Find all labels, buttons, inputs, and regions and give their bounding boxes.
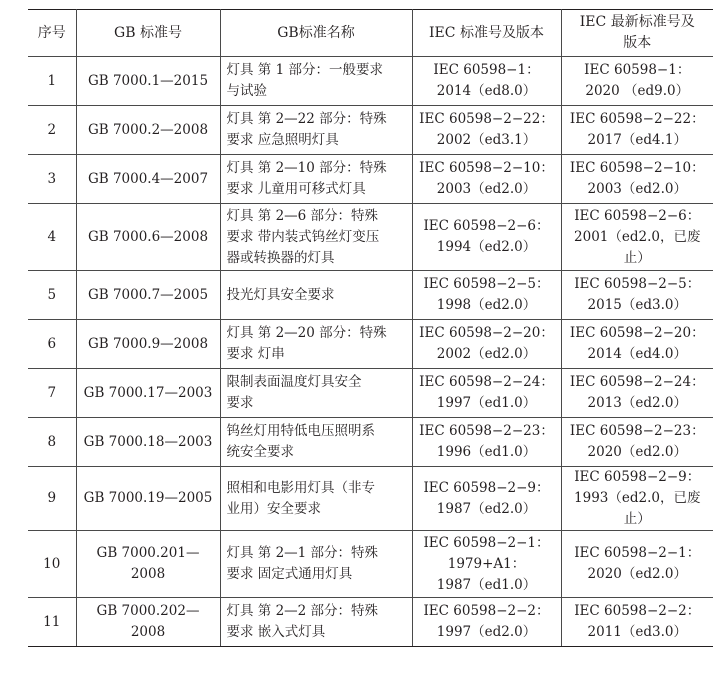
- iec-latest-line: 1993（ed2.0，已废止）: [574, 490, 701, 527]
- iec-number-line: IEC 60598−2−23：: [419, 423, 554, 439]
- gb-name-line: 与试验: [226, 83, 267, 99]
- cell-no: 7: [28, 369, 76, 418]
- cell-iec-number: [412, 598, 561, 647]
- cell-gb-number: GB 7000.2—2008: [76, 106, 220, 155]
- iec-latest-line: IEC 60598−2−2：: [574, 603, 701, 619]
- table-row: [28, 320, 713, 369]
- cell-no: 2: [28, 106, 76, 155]
- iec-latest-line: IEC 60598−1：: [584, 62, 691, 78]
- cell-iec-number: [412, 320, 561, 369]
- iec-number-line: IEC 60598−2−22：: [419, 111, 554, 127]
- cell-gb-number: GB 7000.4—2007: [76, 155, 220, 204]
- cell-gb-name: [220, 271, 412, 320]
- iec-number-line: IEC 60598−2−5：: [423, 276, 550, 292]
- cell-iec-number: [412, 204, 561, 271]
- iec-number-line: 2002（ed2.0）: [436, 346, 537, 362]
- iec-number-line: 1987（ed2.0）: [436, 500, 537, 517]
- iec-number-line: IEC 60598−2−2：: [423, 603, 550, 619]
- cell-iec-number: [412, 155, 561, 204]
- iec-latest-line: 2014（ed4.0）: [587, 346, 687, 362]
- cell-no: 9: [28, 467, 76, 531]
- iec-number-line: 1994（ed2.0）: [436, 239, 537, 255]
- gb-name-line: 灯具 第 2—10 部分：特殊: [226, 160, 387, 176]
- gb-name-line: 统安全要求: [226, 444, 294, 460]
- gb-name-line: 灯具 第 2—1 部分：特殊: [226, 545, 379, 561]
- cell-gb-name: [220, 467, 412, 531]
- cell-iec-latest: [561, 467, 713, 531]
- cell-iec-latest: [561, 106, 713, 155]
- iec-latest-line: 2001（ed2.0，已废止）: [574, 228, 701, 266]
- iec-latest-line: 2003（ed2.0）: [587, 181, 687, 197]
- iec-latest-line: 2011（ed3.0）: [587, 624, 687, 640]
- iec-number-line: 1979+A1：: [447, 555, 526, 572]
- iec-latest-line: IEC 60598−2−6：: [574, 207, 701, 224]
- cell-iec-latest: [561, 531, 713, 598]
- cell-iec-number: [412, 57, 561, 106]
- iec-number-line: 1987（ed1.0）: [436, 576, 537, 593]
- cell-iec-latest: [561, 271, 713, 320]
- cell-iec-latest: [561, 320, 713, 369]
- iec-number-line: IEC 60598−2−6：: [423, 218, 550, 234]
- header-row: [28, 10, 713, 57]
- table-row: [28, 598, 713, 647]
- cell-no: 4: [28, 204, 76, 271]
- iec-number-line: IEC 60598−2−1：: [423, 534, 550, 551]
- iec-number-line: 2002（ed3.1）: [436, 132, 537, 148]
- cell-gb-number: GB 7000.202—2008: [76, 598, 220, 647]
- cell-gb-name: [220, 369, 412, 418]
- gb-name-line: 灯具 第 2—20 部分：特殊: [226, 325, 387, 341]
- gb-name-line: 器或转换器的灯具: [226, 249, 335, 266]
- gb-name-line: 业用）安全要求: [226, 500, 321, 517]
- iec-latest-line: IEC 60598−2−1：: [574, 545, 701, 561]
- cell-iec-latest: [561, 598, 713, 647]
- gb-name-line: 照相和电影用灯具（非专: [226, 479, 375, 496]
- iec-latest-line: 2020 （ed9.0）: [585, 83, 690, 99]
- cell-gb-name: [220, 155, 412, 204]
- cell-gb-name: [220, 598, 412, 647]
- cell-gb-name: [220, 320, 412, 369]
- iec-number-line: IEC 60598−1：: [433, 62, 540, 78]
- iec-latest-line: 2017（ed4.1）: [587, 132, 687, 148]
- cell-iec-latest: [561, 204, 713, 271]
- iec-number-line: IEC 60598−2−9：: [423, 479, 550, 496]
- cell-no: 3: [28, 155, 76, 204]
- iec-number-line: IEC 60598−2−20：: [419, 325, 554, 341]
- gb-name-line: 灯具 第 1 部分：一般要求: [226, 62, 383, 78]
- iec-latest-line: 2015（ed3.0）: [587, 297, 687, 313]
- table-row: [28, 271, 713, 320]
- cell-iec-number: [412, 467, 561, 531]
- cell-iec-latest: [561, 369, 713, 418]
- table-row: [28, 531, 713, 598]
- header-no: 序号: [28, 10, 76, 57]
- iec-number-line: IEC 60598−2−24：: [419, 374, 554, 390]
- iec-number-line: 1997（ed1.0）: [436, 395, 537, 411]
- cell-gb-number: GB 7000.7—2005: [76, 271, 220, 320]
- table-row: [28, 418, 713, 467]
- cell-gb-name: [220, 57, 412, 106]
- iec-latest-line: 2020（ed2.0）: [587, 566, 687, 582]
- cell-gb-number: GB 7000.1—2015: [76, 57, 220, 106]
- cell-iec-number: [412, 271, 561, 320]
- cell-gb-name: [220, 531, 412, 598]
- gb-name-line: 要求 固定式通用灯具: [226, 566, 353, 582]
- cell-iec-number: [412, 531, 561, 598]
- cell-iec-latest: [561, 418, 713, 467]
- cell-no: 1: [28, 57, 76, 106]
- header-gb-name: GB标准名称: [220, 10, 412, 57]
- gb-name-line: 要求 带内装式钨丝灯变压: [226, 228, 380, 245]
- table-row: [28, 467, 713, 531]
- table-row: [28, 204, 713, 271]
- iec-latest-line: IEC 60598−2−20：: [569, 325, 705, 341]
- header-iec-latest-line: IEC 最新标准号及: [579, 14, 695, 30]
- cell-gb-number: GB 7000.18—2003: [76, 418, 220, 467]
- cell-iec-number: [412, 106, 561, 155]
- iec-number-line: 2014（ed8.0）: [436, 83, 537, 99]
- gb-name-line: 要求 应急照明灯具: [226, 132, 339, 148]
- cell-no: 11: [28, 598, 76, 647]
- iec-number-line: 1997（ed2.0）: [436, 624, 537, 640]
- iec-latest-line: IEC 60598−2−9：: [574, 469, 701, 485]
- table-row: [28, 369, 713, 418]
- iec-number-line: 1998（ed2.0）: [436, 297, 537, 313]
- cell-gb-number: GB 7000.9—2008: [76, 320, 220, 369]
- cell-no: 6: [28, 320, 76, 369]
- table-row: [28, 155, 713, 204]
- standards-table: [28, 9, 713, 647]
- gb-name-line: 要求: [226, 395, 254, 411]
- cell-iec-number: [412, 369, 561, 418]
- iec-latest-line: IEC 60598−2−10：: [569, 160, 705, 176]
- iec-latest-line: 2020（ed2.0）: [587, 444, 687, 460]
- header-iec-latest: [561, 10, 713, 57]
- cell-gb-name: [220, 204, 412, 271]
- gb-name-line: 灯具 第 2—22 部分：特殊: [226, 111, 387, 127]
- header-iec-latest-line: 版本: [623, 35, 652, 51]
- iec-number-line: 2003（ed2.0）: [436, 181, 537, 197]
- iec-number-line: 1996（ed1.0）: [436, 444, 537, 460]
- cell-gb-number: GB 7000.201—2008: [76, 531, 220, 598]
- cell-no: 10: [28, 531, 76, 598]
- header-iec-number: IEC 标准号及版本: [412, 10, 561, 57]
- iec-latest-line: IEC 60598−2−5：: [574, 276, 701, 292]
- gb-name-line: 要求 嵌入式灯具: [226, 624, 326, 640]
- standards-table-container: [28, 9, 713, 647]
- cell-iec-number: [412, 418, 561, 467]
- table-row: [28, 106, 713, 155]
- gb-name-line: 要求 儿童用可移式灯具: [226, 181, 366, 197]
- cell-gb-number: GB 7000.19—2005: [76, 467, 220, 531]
- cell-iec-latest: [561, 155, 713, 204]
- iec-latest-line: IEC 60598−2−24：: [569, 374, 705, 390]
- cell-no: 5: [28, 271, 76, 320]
- cell-iec-latest: [561, 57, 713, 106]
- gb-name-line: 限制表面温度灯具安全: [226, 374, 362, 390]
- cell-gb-number: GB 7000.17—2003: [76, 369, 220, 418]
- iec-latest-line: IEC 60598−2−22：: [569, 111, 705, 127]
- gb-name-line: 要求 灯串: [226, 346, 285, 362]
- gb-name-line: 灯具 第 2—2 部分：特殊: [226, 603, 379, 619]
- gb-name-line: 投光灯具安全要求: [226, 286, 335, 303]
- iec-latest-line: IEC 60598−2−23：: [569, 423, 705, 439]
- iec-number-line: IEC 60598−2−10：: [419, 160, 554, 176]
- cell-gb-name: [220, 418, 412, 467]
- cell-gb-name: [220, 106, 412, 155]
- cell-no: 8: [28, 418, 76, 467]
- gb-name-line: 灯具 第 2—6 部分：特殊: [226, 207, 379, 224]
- iec-latest-line: 2013（ed2.0）: [587, 395, 687, 411]
- header-gb-number: GB 标准号: [76, 10, 220, 57]
- gb-name-line: 钨丝灯用特低电压照明系: [226, 423, 375, 439]
- cell-gb-number: GB 7000.6—2008: [76, 204, 220, 271]
- table-row: [28, 57, 713, 106]
